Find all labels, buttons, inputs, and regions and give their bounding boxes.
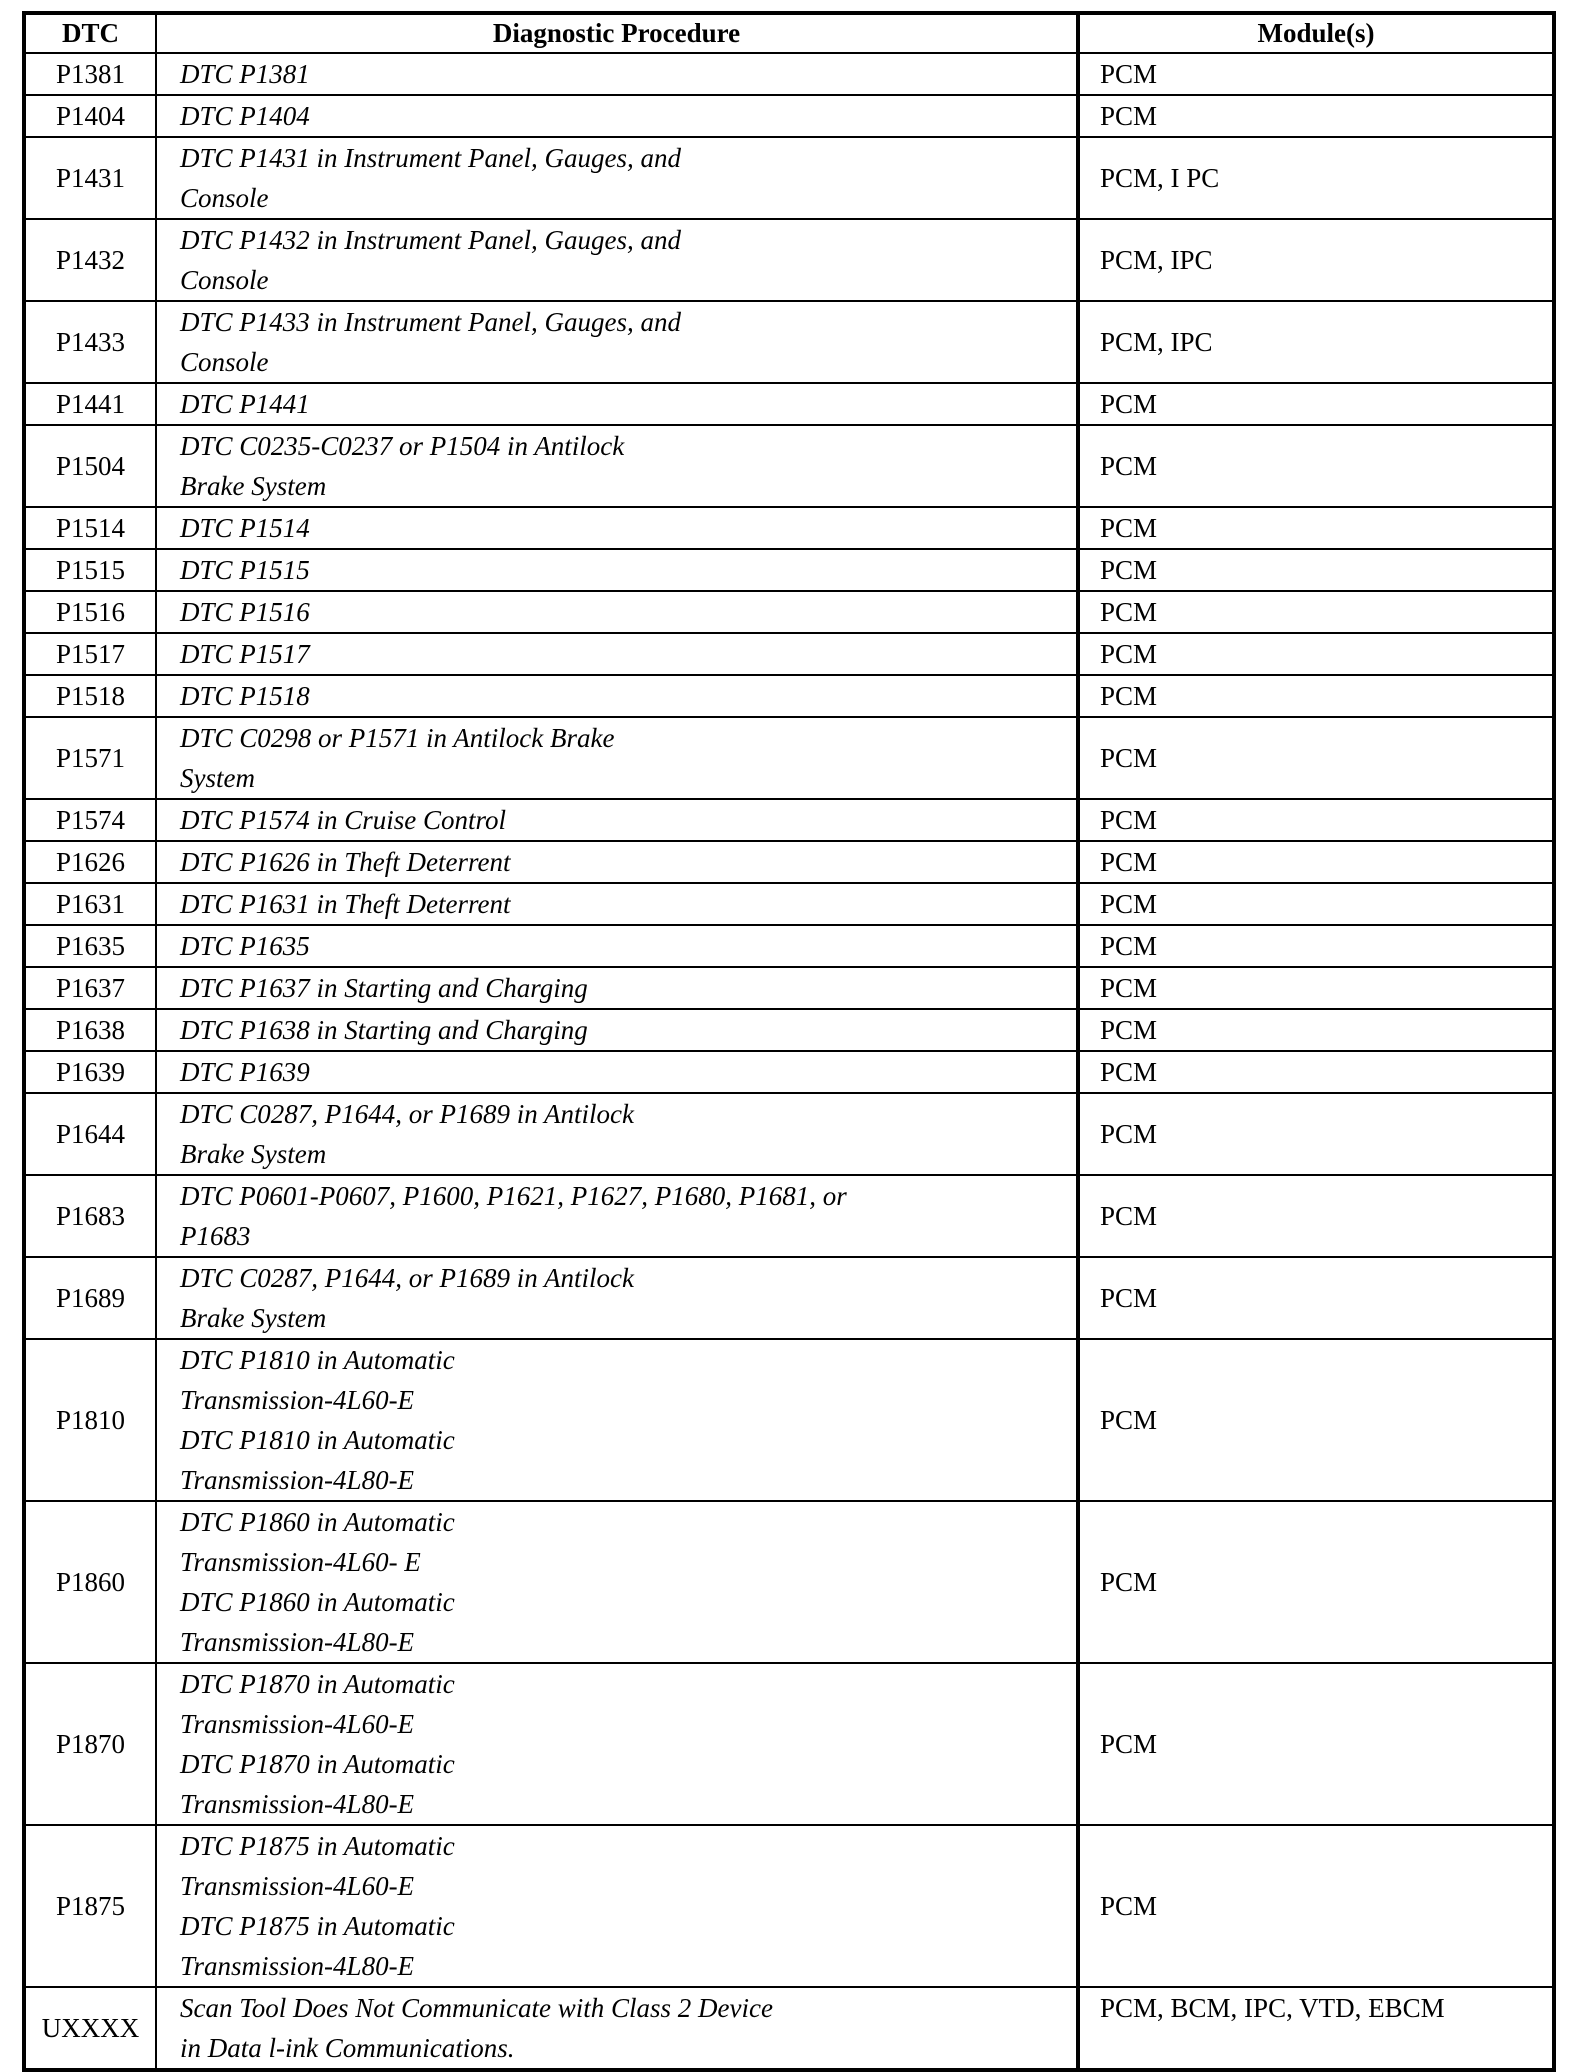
procedure-line: DTC C0298 or P1571 in Antilock Brake	[180, 723, 615, 753]
procedure-line: Console	[180, 183, 269, 213]
procedure-line: DTC P1574 in Cruise Control	[180, 805, 507, 835]
procedure-line: Scan Tool Does Not Communicate with Class 2 Device	[180, 1993, 773, 2023]
procedure-line: DTC C0287, P1644, or P1689 in Antilock	[180, 1263, 635, 1293]
procedure-line: DTC P1870 in Automatic	[180, 1669, 455, 1699]
procedure-line: Transmission-4L80-E	[180, 1789, 415, 1819]
diagnostic-procedure	[156, 1339, 1078, 1501]
procedure-line: DTC C0287, P1644, or P1689 in Antilock	[180, 1099, 635, 1129]
table-row	[24, 301, 1554, 383]
table-row	[24, 717, 1554, 799]
dtc-code: P1441	[24, 383, 156, 425]
diagnostic-procedure	[156, 1257, 1078, 1339]
procedure-line: Transmission-4L60-E	[180, 1709, 415, 1739]
modules: PCM, I PC	[1078, 137, 1554, 219]
procedure-line: Brake System	[180, 1139, 327, 1169]
table-row	[24, 967, 1554, 1009]
diagnostic-procedure	[156, 591, 1078, 633]
modules: PCM	[1078, 883, 1554, 925]
procedure-line: DTC P1810 in Automatic	[180, 1345, 455, 1375]
table-row	[24, 1339, 1554, 1501]
table-row	[24, 1051, 1554, 1093]
dtc-code: P1431	[24, 137, 156, 219]
header-row	[24, 13, 1554, 53]
header-diagnostic-procedure: Diagnostic Procedure	[156, 13, 1078, 53]
modules: PCM	[1078, 53, 1554, 95]
table-row	[24, 841, 1554, 883]
table-row	[24, 1093, 1554, 1175]
modules: PCM	[1078, 1501, 1554, 1663]
table-row	[24, 925, 1554, 967]
header-dtc: DTC	[24, 13, 156, 53]
procedure-line: DTC P1517	[180, 639, 310, 669]
modules: PCM	[1078, 1339, 1554, 1501]
table-row	[24, 591, 1554, 633]
procedure-line: DTC C0235-C0237 or P1504 in Antilock	[180, 431, 625, 461]
diagnostic-procedure	[156, 967, 1078, 1009]
procedure-line: DTC P1637 in Starting and Charging	[180, 973, 588, 1003]
diagnostic-procedure	[156, 1501, 1078, 1663]
dtc-code: P1860	[24, 1501, 156, 1663]
procedure-line: Transmission-4L60-E	[180, 1385, 415, 1415]
procedure-line: DTC P1631 in Theft Deterrent	[180, 889, 511, 919]
modules: PCM	[1078, 925, 1554, 967]
diagnostic-procedure	[156, 1825, 1078, 1987]
table-row	[24, 137, 1554, 219]
dtc-code: P1875	[24, 1825, 156, 1987]
table-row	[24, 883, 1554, 925]
dtc-code: P1637	[24, 967, 156, 1009]
table-row	[24, 1175, 1554, 1257]
diagnostic-procedure	[156, 301, 1078, 383]
table-row	[24, 675, 1554, 717]
procedure-line: DTC P1638 in Starting and Charging	[180, 1015, 588, 1045]
procedure-line: DTC P1381	[180, 59, 310, 89]
procedure-line: DTC P1875 in Automatic	[180, 1911, 455, 1941]
procedure-line: DTC P1518	[180, 681, 310, 711]
procedure-line: DTC P1433 in Instrument Panel, Gauges, and	[180, 307, 681, 337]
dtc-code: P1517	[24, 633, 156, 675]
dtc-code: P1639	[24, 1051, 156, 1093]
modules: PCM	[1078, 799, 1554, 841]
table-row	[24, 1501, 1554, 1663]
diagnostic-procedure	[156, 717, 1078, 799]
dtc-code: P1870	[24, 1663, 156, 1825]
dtc-code: P1635	[24, 925, 156, 967]
dtc-code: P1515	[24, 549, 156, 591]
modules: PCM	[1078, 967, 1554, 1009]
diagnostic-procedure	[156, 53, 1078, 95]
diagnostic-procedure	[156, 1175, 1078, 1257]
table-row	[24, 549, 1554, 591]
dtc-code: P1638	[24, 1009, 156, 1051]
diagnostic-procedure	[156, 507, 1078, 549]
procedure-line: Console	[180, 347, 269, 377]
table-row	[24, 1987, 1554, 2070]
procedure-line: DTC P1875 in Automatic	[180, 1831, 455, 1861]
diagnostic-procedure	[156, 1009, 1078, 1051]
procedure-line: Transmission-4L80-E	[180, 1951, 415, 1981]
modules: PCM	[1078, 425, 1554, 507]
diagnostic-procedure	[156, 675, 1078, 717]
table-row	[24, 507, 1554, 549]
procedure-line: Transmission-4L80-E	[180, 1627, 415, 1657]
modules: PCM	[1078, 1009, 1554, 1051]
dtc-code: P1432	[24, 219, 156, 301]
modules: PCM	[1078, 1825, 1554, 1987]
procedure-line: DTC P1441	[180, 389, 310, 419]
modules: PCM	[1078, 1663, 1554, 1825]
procedure-line: Transmission-4L60-E	[180, 1871, 415, 1901]
modules: PCM, BCM, IPC, VTD, EBCM	[1078, 1987, 1554, 2070]
table-row	[24, 633, 1554, 675]
table-row	[24, 1257, 1554, 1339]
procedure-line: DTC P1514	[180, 513, 310, 543]
dtc-code: P1631	[24, 883, 156, 925]
dtc-code: P1689	[24, 1257, 156, 1339]
dtc-code: P1683	[24, 1175, 156, 1257]
diagnostic-procedure	[156, 425, 1078, 507]
dtc-code: P1644	[24, 1093, 156, 1175]
modules: PCM, IPC	[1078, 219, 1554, 301]
dtc-code: P1516	[24, 591, 156, 633]
dtc-code: P1574	[24, 799, 156, 841]
procedure-line: Transmission-4L80-E	[180, 1465, 415, 1495]
diagnostic-procedure	[156, 883, 1078, 925]
table-row	[24, 95, 1554, 137]
table-row	[24, 53, 1554, 95]
procedure-line: DTC P1860 in Automatic	[180, 1587, 455, 1617]
modules: PCM	[1078, 549, 1554, 591]
procedure-line: DTC P1810 in Automatic	[180, 1425, 455, 1455]
dtc-code: P1626	[24, 841, 156, 883]
modules: PCM	[1078, 1093, 1554, 1175]
table-body	[24, 53, 1554, 2070]
procedure-line: Brake System	[180, 1303, 327, 1333]
dtc-code: P1404	[24, 95, 156, 137]
table-row	[24, 219, 1554, 301]
procedure-line: System	[180, 763, 255, 793]
modules: PCM	[1078, 383, 1554, 425]
procedure-line: DTC P1431 in Instrument Panel, Gauges, and	[180, 143, 681, 173]
procedure-line: in Data l-ink Communications.	[180, 2033, 515, 2063]
table-row	[24, 1825, 1554, 1987]
diagnostic-procedure	[156, 925, 1078, 967]
dtc-code: P1504	[24, 425, 156, 507]
procedure-line: DTC P1635	[180, 931, 310, 961]
diagnostic-procedure	[156, 219, 1078, 301]
modules: PCM	[1078, 1051, 1554, 1093]
procedure-line: DTC P1432 in Instrument Panel, Gauges, and	[180, 225, 681, 255]
dtc-code: P1381	[24, 53, 156, 95]
procedure-line: DTC P1515	[180, 555, 310, 585]
modules: PCM	[1078, 1257, 1554, 1339]
table-row	[24, 425, 1554, 507]
modules: PCM, IPC	[1078, 301, 1554, 383]
procedure-line: Transmission-4L60- E	[180, 1547, 421, 1577]
diagnostic-procedure	[156, 137, 1078, 219]
dtc-code: P1433	[24, 301, 156, 383]
diagnostic-procedure	[156, 1987, 1078, 2070]
table-row	[24, 799, 1554, 841]
procedure-line: DTC P1870 in Automatic	[180, 1749, 455, 1779]
header-modules: Module(s)	[1078, 13, 1554, 53]
diagnostic-procedure	[156, 633, 1078, 675]
diagnostic-procedure	[156, 1663, 1078, 1825]
table-row	[24, 1663, 1554, 1825]
dtc-table	[22, 11, 1556, 2072]
diagnostic-procedure	[156, 95, 1078, 137]
procedure-line: DTC P1516	[180, 597, 310, 627]
modules: PCM	[1078, 1175, 1554, 1257]
diagnostic-procedure	[156, 1093, 1078, 1175]
procedure-line: DTC P1626 in Theft Deterrent	[180, 847, 511, 877]
procedure-line: P1683	[180, 1221, 251, 1251]
table-row	[24, 1009, 1554, 1051]
procedure-line: DTC P1639	[180, 1057, 310, 1087]
diagnostic-procedure	[156, 549, 1078, 591]
modules: PCM	[1078, 633, 1554, 675]
diagnostic-procedure	[156, 841, 1078, 883]
dtc-code: P1810	[24, 1339, 156, 1501]
diagnostic-procedure	[156, 799, 1078, 841]
modules: PCM	[1078, 841, 1554, 883]
procedure-line: DTC P0601-P0607, P1600, P1621, P1627, P1680, P1681, or	[180, 1181, 847, 1211]
modules: PCM	[1078, 675, 1554, 717]
modules: PCM	[1078, 591, 1554, 633]
procedure-line: Brake System	[180, 471, 327, 501]
dtc-code: P1514	[24, 507, 156, 549]
dtc-code: P1518	[24, 675, 156, 717]
table-row	[24, 383, 1554, 425]
dtc-code: P1571	[24, 717, 156, 799]
diagnostic-procedure	[156, 383, 1078, 425]
procedure-line: DTC P1860 in Automatic	[180, 1507, 455, 1537]
modules: PCM	[1078, 717, 1554, 799]
procedure-line: DTC P1404	[180, 101, 310, 131]
dtc-code: UXXXX	[24, 1987, 156, 2070]
modules: PCM	[1078, 507, 1554, 549]
diagnostic-procedure	[156, 1051, 1078, 1093]
modules: PCM	[1078, 95, 1554, 137]
procedure-line: Console	[180, 265, 269, 295]
